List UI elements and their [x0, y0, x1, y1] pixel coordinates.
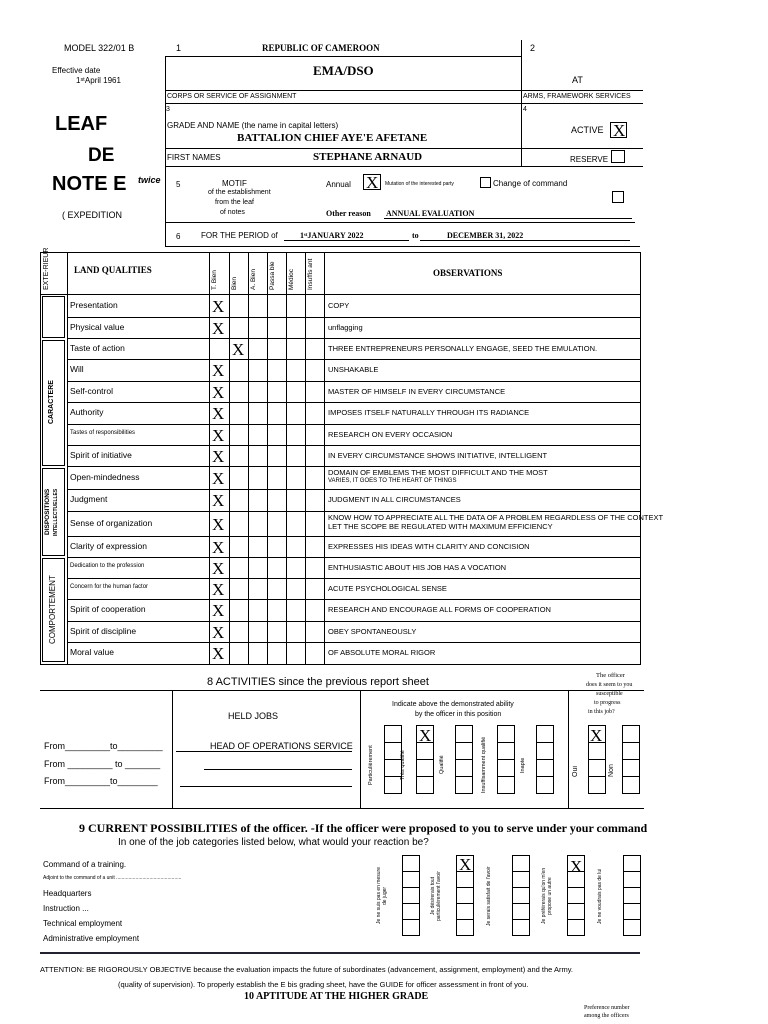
quality-label: Tastes of responsibilities: [70, 429, 136, 436]
corps-label: CORPS OR SERVICE OF ASSIGNMENT: [167, 93, 297, 100]
observations-label: OBSERVATIONS: [433, 268, 503, 278]
other-reason-label: Other reason: [326, 209, 371, 218]
change-command-checkbox[interactable]: [480, 177, 491, 188]
capability-label-4: Inapte: [520, 757, 526, 773]
rating-mark[interactable]: X: [212, 514, 225, 534]
reaction-label-4: Je ne voudrais pas de lui: [597, 868, 603, 924]
col-header-0: T. Bien: [211, 270, 218, 290]
preference-line-1: Preference number: [584, 1005, 630, 1011]
attention-line-1: ATTENTION: BE RIGOROUSLY OBJECTIVE because the evaluation impacts the future of subordinates (advancement, assignment, employment) and the Army.: [40, 965, 574, 974]
group-dispositions-label: DISPOSITIONS: [44, 488, 51, 536]
capability-box[interactable]: [536, 742, 554, 760]
section10-title: 10 APTITUDE AT THE HIGHER GRADE: [244, 991, 429, 1002]
quality-label: Spirit of discipline: [70, 625, 137, 636]
capability-box[interactable]: [536, 776, 554, 794]
box-number-2: 2: [530, 43, 536, 53]
reaction-box[interactable]: [456, 919, 474, 936]
col-header-5: Insuffis ant: [307, 258, 314, 290]
period-from: 1ˢᵗJANUARY 2022: [300, 231, 364, 240]
box-number-1: 1: [176, 43, 182, 53]
reaction-box[interactable]: [567, 887, 585, 904]
rating-mark[interactable]: X: [212, 361, 225, 380]
reaction-box[interactable]: [512, 871, 530, 888]
period-to-label: to: [412, 231, 419, 240]
reaction-box[interactable]: [623, 871, 641, 888]
capability-box[interactable]: [536, 725, 554, 743]
active-label: ACTIVE: [571, 125, 604, 135]
section8-title: 8 ACTIVITIES since the previous report sheet: [207, 676, 429, 688]
period-to: DECEMBER 31, 2022: [447, 231, 524, 240]
reaction-box[interactable]: [456, 887, 474, 904]
col-header-1: Bien: [231, 276, 238, 290]
effective-label: Effective date: [52, 66, 101, 75]
motif-line-4: of notes: [220, 209, 245, 216]
first-names-label: FIRST NAMES: [167, 153, 221, 162]
land-qualities-label: LAND QUALITIES: [74, 265, 152, 275]
rating-mark[interactable]: X: [212, 491, 225, 510]
observation-text: IN EVERY CIRCUMSTANCE SHOWS INITIATIVE, INTELLIGENT: [328, 450, 548, 460]
group-exterior-box: [42, 296, 65, 338]
reaction-box[interactable]: [512, 919, 530, 936]
title-de: DE: [88, 145, 115, 166]
reaction-box[interactable]: [456, 903, 474, 920]
reaction-box[interactable]: [623, 919, 641, 936]
capability-box[interactable]: [455, 742, 473, 760]
observation-text: RESEARCH AND ENCOURAGE ALL FORMS OF COOPERATION: [328, 605, 551, 614]
quality-label: Judgment: [70, 494, 108, 504]
observation-text: MASTER OF HIMSELF IN EVERY CIRCUMSTANCE: [328, 386, 506, 396]
unit-name: EMA/DSO: [313, 63, 374, 78]
motif-line-2: of the establishment: [208, 189, 271, 196]
rating-mark[interactable]: X: [212, 468, 225, 488]
quality-label: Dedication to the profession: [70, 562, 145, 569]
title-leaf: LEAF: [55, 113, 108, 135]
observation-text-2: VARIES, IT GOES TO THE HEART OF THINGS: [328, 478, 457, 484]
reaction-label-0: Je ne suis pas en mesure de juger: [376, 867, 388, 925]
capability-box[interactable]: [455, 776, 473, 794]
observation-text: THREE ENTREPRENEURS PERSONALLY ENGAGE, SEED THE EMULATION.: [328, 343, 598, 353]
group-comportement-label: COMPORTEMENT: [48, 575, 57, 645]
reaction-box[interactable]: [512, 887, 530, 904]
progress-box[interactable]: [588, 759, 606, 777]
observation-text: DOMAIN OF EMBLEMS THE MOST DIFFICULT AND THE MOST: [328, 468, 548, 477]
annual-checkbox[interactable]: [363, 174, 381, 190]
col-header-4: Médioc: [288, 269, 295, 290]
reaction-label-1: Je désirerais tout particulièrement l'avoir: [430, 871, 442, 921]
quality-label: Physical value: [70, 321, 125, 332]
capability-box[interactable]: [536, 759, 554, 777]
rating-mark[interactable]: X: [212, 425, 225, 445]
observation-text: ENTHUSIASTIC ABOUT HIS JOB HAS A VOCATION: [328, 562, 507, 572]
reaction-box[interactable]: [623, 903, 641, 920]
group-intellectuelles-label: INTELLECTUELLES: [53, 488, 59, 536]
change-command-label: Change of command: [493, 179, 568, 188]
officer-line-5: in this job?: [588, 709, 615, 715]
reaction-box[interactable]: [402, 919, 420, 936]
preference-line-2: among the officers: [584, 1013, 629, 1019]
mutation-label: Mutation of the interested party: [385, 181, 454, 187]
motif-label: MOTIF: [222, 179, 247, 188]
observation-text: EXPRESSES HIS IDEAS WITH CLARITY AND CONCISION: [328, 541, 530, 551]
capability-box[interactable]: [497, 742, 515, 760]
reaction-box[interactable]: [512, 903, 530, 920]
reaction-box[interactable]: [623, 887, 641, 904]
observation-text: UNSHAKABLE: [328, 365, 379, 374]
reaction-box[interactable]: [567, 919, 585, 936]
grade-name: BATTALION CHIEF AYE'E AFETANE: [237, 132, 428, 144]
effective-date: 1ˢᵗApril 1961: [76, 76, 121, 85]
observation-text: KNOW HOW TO APPRECIATE ALL THE DATA OF A PROBLEM REGARDLESS OF THE CONTEXT: [328, 513, 664, 522]
at-label: AT: [572, 75, 583, 85]
observation-text: IMPOSES ITSELF NATURALLY THROUGH ITS RADIANCE: [328, 408, 530, 417]
republic-title: REPUBLIC OF CAMEROON: [262, 43, 380, 53]
rating-mark[interactable]: X: [212, 579, 225, 599]
reaction-box[interactable]: [567, 903, 585, 920]
other-reason: ANNUAL EVALUATION: [386, 209, 475, 218]
job-category: Administrative employment: [43, 934, 140, 943]
rating-mark[interactable]: X: [232, 339, 245, 359]
rating-mark[interactable]: X: [212, 644, 225, 663]
reaction-box[interactable]: [402, 903, 420, 920]
title-twice: twice: [138, 175, 161, 185]
reaction-label-3: Je préférerais qu'on m'en propose un autre: [541, 867, 553, 925]
quality-label: Concern for the human factor: [70, 583, 149, 590]
quality-label: Sense of organization: [70, 517, 153, 528]
title-note: NOTE E: [52, 173, 127, 195]
active-mark: X: [613, 121, 626, 140]
job-category: Adjoint to the command of a unit ...............................................: [43, 875, 182, 881]
progress-box[interactable]: [622, 759, 640, 777]
reaction-box[interactable]: [512, 855, 530, 872]
capability-label-3: Insuffisamment qualifié: [481, 736, 487, 794]
observation-text-2: LET THE SCOPE BE REGULATED WITH MAXIMUM EFFICIENCY: [328, 522, 553, 531]
section9-title: 9 CURRENT POSSIBILITIES of the officer. -If the officer were proposed to you to serve under your command: [79, 821, 648, 835]
observation-text: COPY: [328, 301, 350, 310]
exterior-label: EXTE-RIEUR: [43, 247, 50, 290]
officer-line-1: The officer: [596, 672, 625, 679]
rating-mark[interactable]: X: [212, 558, 225, 578]
capability-label-0: Particulièrement: [368, 745, 374, 785]
reserve-label: RESERVE: [570, 155, 609, 164]
section9-subtitle: In one of the job categories listed below, what would your reaction be?: [118, 837, 429, 848]
quality-label: Spirit of cooperation: [70, 604, 146, 614]
reaction-label-2: Je serais satisfait de l'avoir: [486, 866, 492, 926]
oui-label: Oui: [572, 766, 579, 777]
non-label: Non: [608, 764, 615, 777]
job-category: Headquarters: [43, 889, 92, 898]
capability-label-2: Qualifié: [439, 755, 445, 775]
progress-mark[interactable]: X: [590, 726, 603, 745]
progress-box[interactable]: [622, 776, 640, 794]
quality-label: Open-mindedness: [70, 471, 140, 482]
job-1: HEAD OF OPERATIONS SERVICE: [210, 741, 353, 751]
rating-mark[interactable]: X: [212, 601, 225, 620]
officer-line-4: to progress: [594, 700, 621, 706]
first-names: STEPHANE ARNAUD: [313, 151, 423, 163]
capability-label-1: Très qualifié: [400, 750, 406, 780]
reaction-mark-b[interactable]: X: [570, 857, 583, 876]
col-header-2: A. Bien: [250, 269, 257, 290]
quality-label: Moral value: [70, 647, 114, 657]
officer-line-3: susceptible: [596, 691, 623, 697]
from-line-3: From_________to________: [44, 776, 158, 786]
reaction-box[interactable]: [402, 855, 420, 872]
indicate-line-2: by the officer in this position: [415, 711, 502, 718]
rating-mark[interactable]: X: [212, 404, 225, 423]
job-category: Instruction ...: [43, 904, 89, 913]
observation-text: OF ABSOLUTE MORAL RIGOR: [328, 648, 436, 657]
reaction-mark-a[interactable]: X: [459, 855, 472, 874]
held-jobs-label: HELD JOBS: [228, 711, 279, 721]
box-number-5: 5: [176, 180, 181, 189]
rating-mark[interactable]: X: [212, 622, 225, 642]
box-number-3: 3: [166, 106, 170, 113]
progress-box[interactable]: [622, 725, 640, 743]
quality-label: Will: [70, 364, 84, 374]
rating-mark[interactable]: X: [212, 537, 225, 557]
from-line-1: From_________to_________: [44, 741, 163, 751]
observation-text: unflagging: [328, 322, 363, 332]
from-line-2: From _________ to _______: [44, 759, 161, 769]
capability-box[interactable]: [455, 759, 473, 777]
annual-label: Annual: [326, 180, 351, 189]
reaction-box[interactable]: [402, 871, 420, 888]
grade-label: GRADE AND NAME (the name in capital letters): [167, 121, 339, 130]
motif-line-3: from the leaf: [215, 199, 254, 206]
progress-box[interactable]: [622, 742, 640, 760]
capability-box[interactable]: [416, 776, 434, 794]
rating-mark[interactable]: X: [212, 318, 225, 338]
active-checkbox[interactable]: [610, 122, 627, 138]
quality-label: Taste of action: [70, 342, 125, 353]
progress-box[interactable]: [588, 776, 606, 794]
period-label: FOR THE PERIOD of: [201, 231, 278, 240]
job-category: Technical employment: [43, 919, 123, 928]
capability-box[interactable]: [455, 725, 473, 743]
annual-mark: X: [366, 173, 379, 192]
observation-text: OBEY SPONTANEOUSLY: [328, 626, 417, 636]
indicate-line-1: Indicate above the demonstrated ability: [392, 701, 514, 708]
observation-text: ACUTE PSYCHOLOGICAL SENSE: [328, 583, 447, 593]
capability-box[interactable]: [416, 759, 434, 777]
capability-box[interactable]: [497, 725, 515, 743]
col-header-3: Passa ble: [269, 261, 276, 290]
quality-label: Authority: [70, 407, 104, 417]
job-category: Command of a training.: [43, 860, 127, 869]
rating-mark[interactable]: X: [212, 297, 225, 316]
model-number: MODEL 322/01 B: [64, 43, 135, 53]
capability-box[interactable]: [497, 759, 515, 777]
rating-mark[interactable]: X: [212, 446, 225, 466]
quality-label: Spirit of initiative: [70, 449, 132, 460]
observation-text: JUDGMENT IN ALL CIRCUMSTANCES: [328, 495, 461, 504]
group-caractere-label: CARACTERE: [48, 380, 55, 424]
rating-mark[interactable]: X: [212, 382, 225, 402]
arms-label: ARMS, FRAMEWORK SERVICES: [523, 93, 631, 100]
capability-box[interactable]: [497, 776, 515, 794]
reaction-box[interactable]: [402, 887, 420, 904]
box-number-6: 6: [176, 232, 181, 241]
quality-label: Self-control: [70, 385, 113, 396]
quality-label: Clarity of expression: [70, 540, 148, 551]
attention-line-2: (quality of supervision). To properly establish the E bis grading sheet, have the GUIDE for officer assessment in front of you.: [118, 980, 529, 989]
capability-mark[interactable]: X: [419, 726, 432, 745]
other-checkbox[interactable]: [612, 191, 624, 203]
reserve-checkbox[interactable]: [611, 150, 625, 163]
officer-line-2: does it seem to you: [586, 682, 633, 688]
box-number-4: 4: [523, 106, 527, 113]
observation-text: RESEARCH ON EVERY OCCASION: [328, 429, 453, 439]
reaction-box[interactable]: [623, 855, 641, 872]
quality-label: Presentation: [70, 300, 118, 310]
expedition-label: ( EXPEDITION: [62, 210, 123, 220]
